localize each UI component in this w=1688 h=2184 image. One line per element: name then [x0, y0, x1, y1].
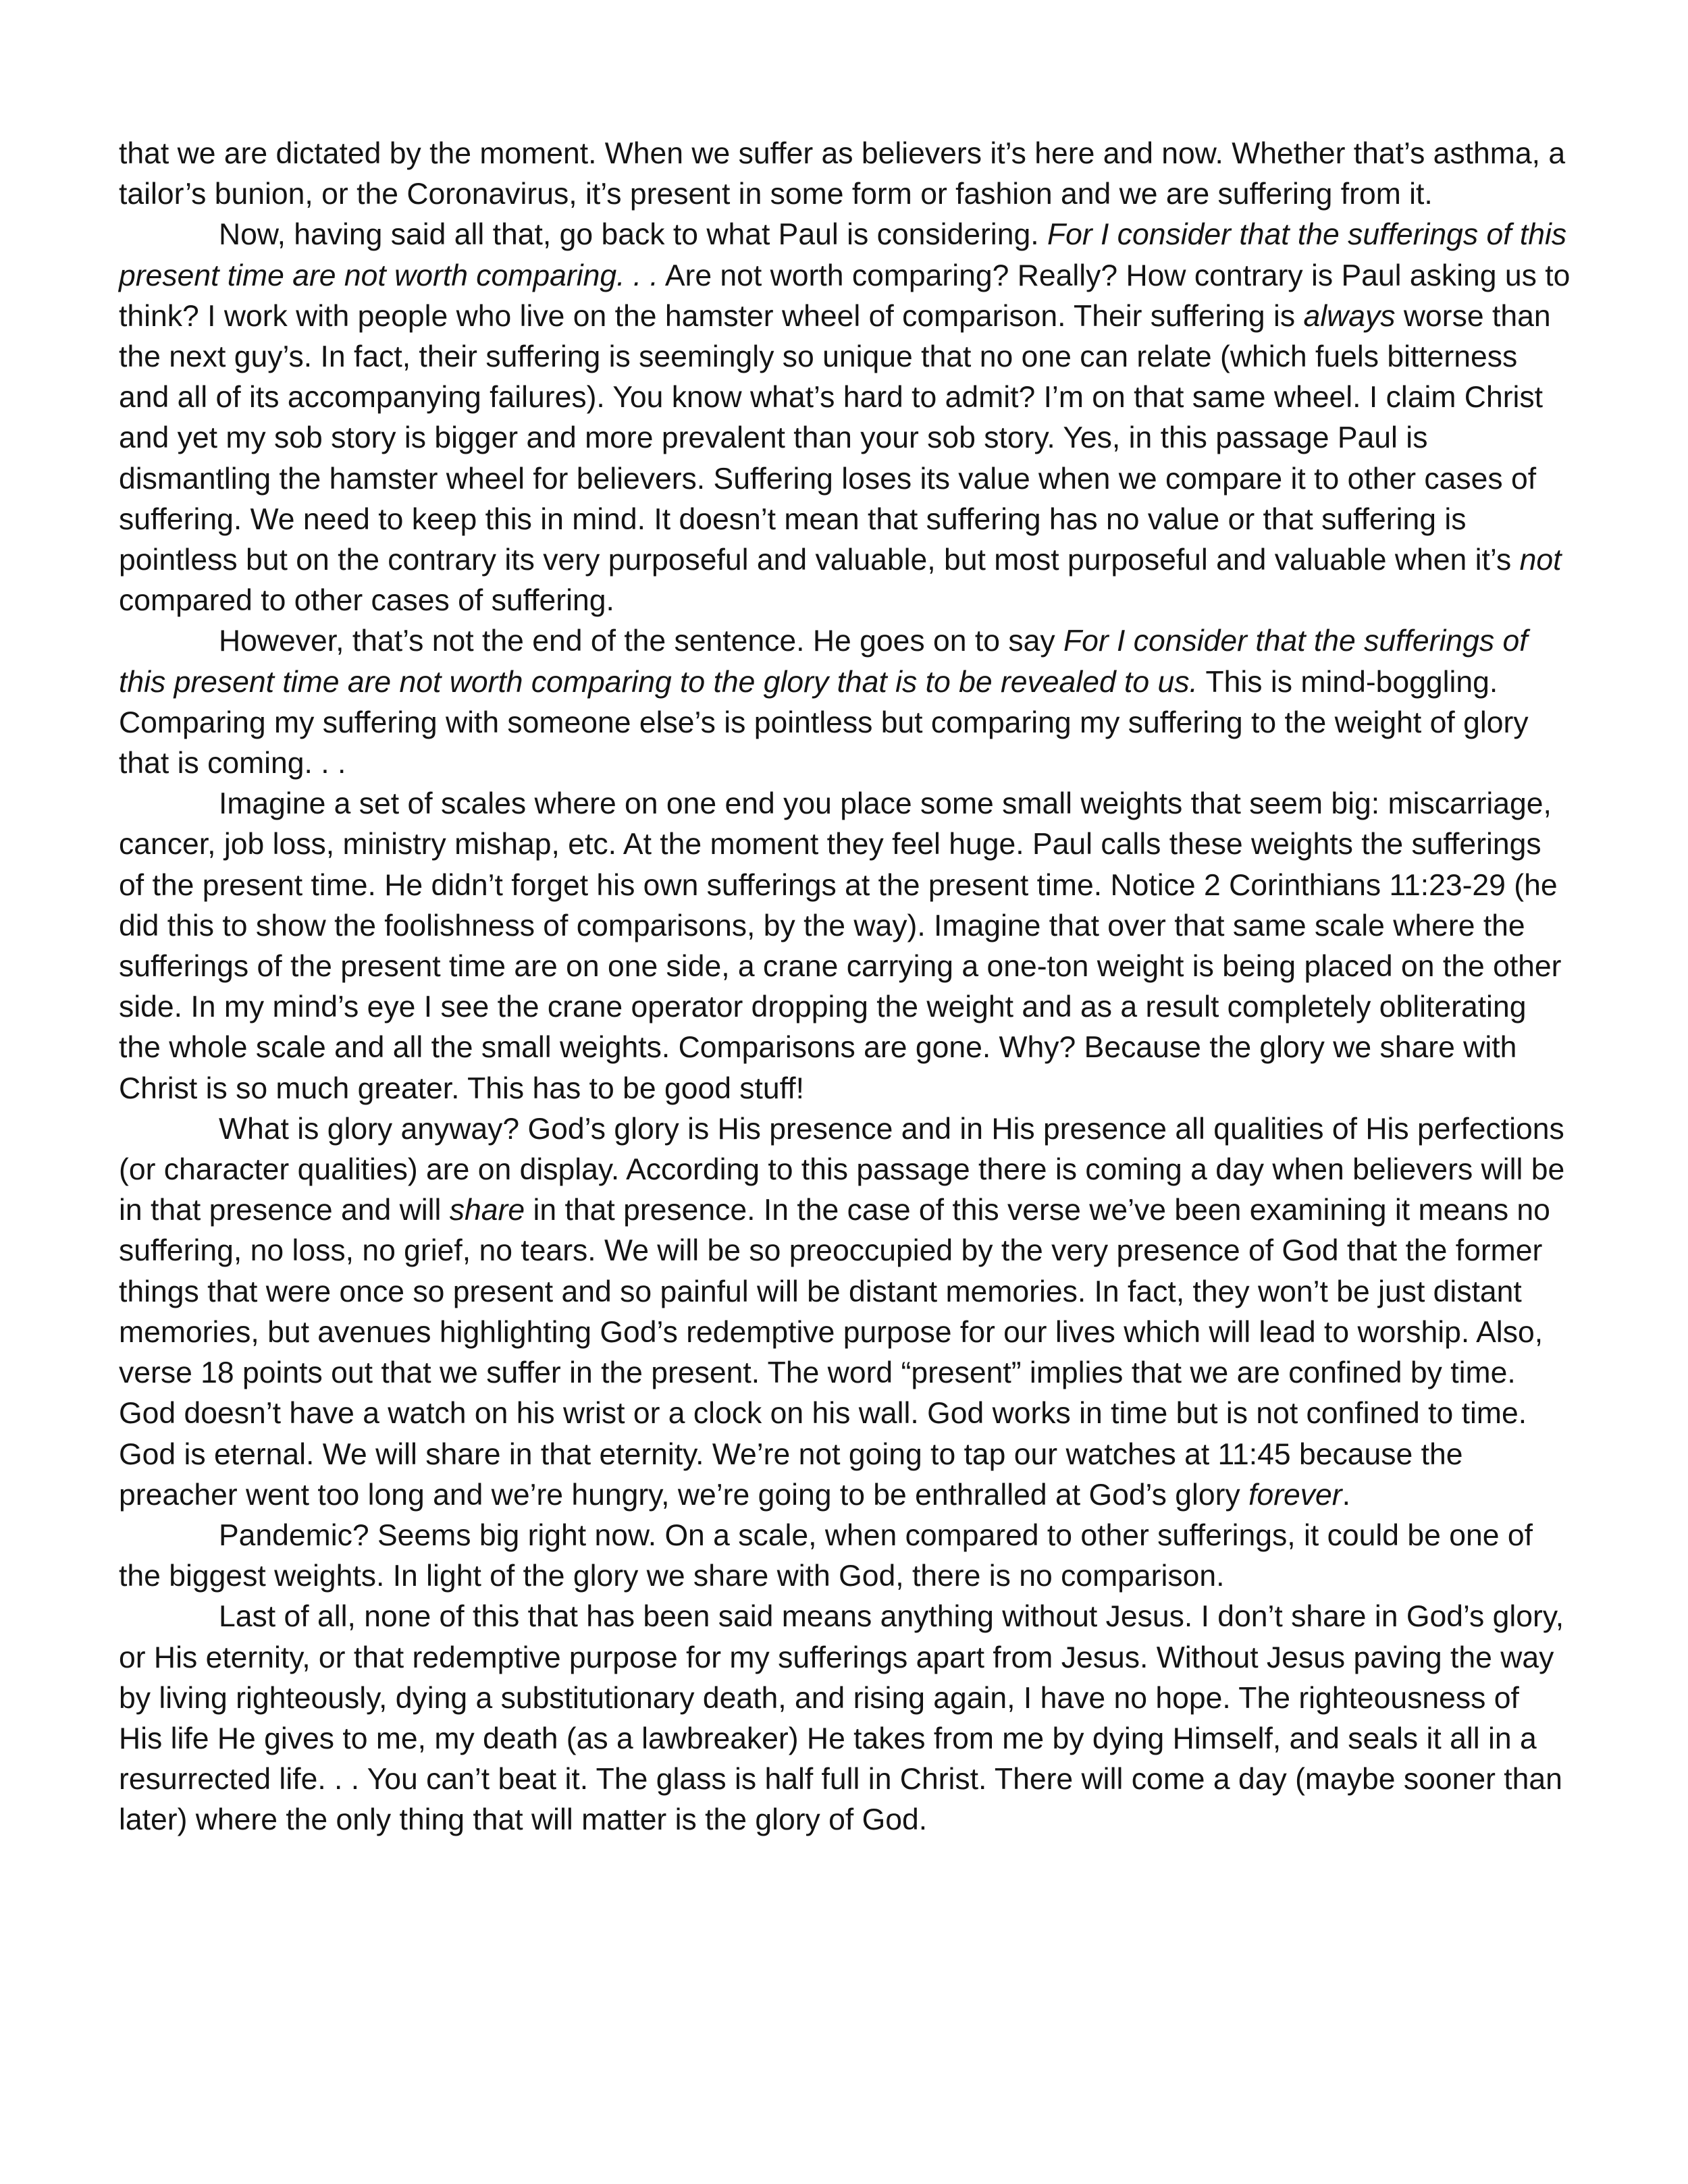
paragraph-5: [119, 1109, 1571, 1516]
paragraph-6: [119, 1516, 1571, 1597]
paragraph-2: [119, 215, 1571, 621]
paragraph-text: Imagine a set of scales where on one end you place some small weights that seem big: miscarriage, cancer, job loss, ministry mishap, etc. At the moment they feel huge. Paul calls these weights the sufferings of the present time. He didn’t forget his own sufferings at the present time. Notice 2 Corinthians 11:23-29 (he did this to show the foolishness of comparisons, by the way). Imagine that over that same scale where the sufferings of the present time are on one side, a crane carrying a one-ton weight is being placed on the other side. In my mind’s eye I see the crane operator dropping the weight and as a result completely obliterating the whole scale and all the small weights. Comparisons are gone. Why? Because the glory we share with Christ is so much greater. This has to be good stuff!: [119, 787, 1562, 1105]
italic-emphasis: share: [449, 1194, 525, 1227]
document-page: [119, 134, 1571, 1841]
paragraph-7: [119, 1597, 1571, 1840]
paragraph-text: What is glory anyway? God’s glory is His presence and in His presence all qualities of His perfections (or character qualities) are on display. According to this passage there is coming a day when believers will be in that presence and will: [119, 1112, 1565, 1227]
paragraph-text: However, that’s not the end of the sentence. He goes on to say: [219, 624, 1063, 658]
paragraph-3: [119, 621, 1571, 784]
italic-emphasis: forever: [1248, 1478, 1342, 1512]
paragraph-text: compared to other cases of suffering.: [119, 584, 614, 618]
paragraph-4: [119, 784, 1571, 1109]
paragraph-text: Last of all, none of this that has been said means anything without Jesus. I don’t share in God’s glory, or His eternity, or that redemptive purpose for my sufferings apart from Jesus. Without Jesus paving the way by living righteously, dying a substitutionary death, and rising again, I have no hope. The righteousness of His life He gives to me, my death (as a lawbreaker) He takes from me by dying Himself, and seals it all in a resurrected life. . . You can’t beat it. The glass is half full in Christ. There will come a day (maybe sooner than later) where the only thing that will matter is the glory of God.: [119, 1600, 1564, 1837]
paragraph-1: [119, 134, 1571, 215]
paragraph-text: This is mind-boggling. Comparing my suffering with someone else’s is pointless but comparing my suffering to the weight of glory that is coming. . .: [119, 665, 1529, 780]
paragraph-text: Now, having said all that, go back to what Paul is considering.: [219, 218, 1047, 252]
paragraph-text: .: [1342, 1478, 1350, 1512]
paragraph-text: that we are dictated by the moment. When we suffer as believers it’s here and now. Whether that’s asthma, a tailor’s bunion, or the Coronavirus, it’s present in some form or fashion and we are suffering from it.: [119, 137, 1566, 211]
paragraph-text: worse than the next guy’s. In fact, their suffering is seemingly so unique that no one can relate (which fuels bitterness and all of its accompanying failures). You know what’s hard to admit? I’m on that same wheel. I claim Christ and yet my sob story is bigger and more prevalent than your sob story. Yes, in this passage Paul is dismantling the hamster wheel for believers. Suffering loses its value when we compare it to other cases of suffering. We need to keep this in mind. It doesn’t mean that suffering has no value or that suffering is pointless but on the contrary its very purposeful and valuable, but most purposeful and valuable when it’s: [119, 299, 1551, 577]
paragraph-text: Are not worth comparing? Really? How contrary is Paul asking us to think? I work with people who live on the hamster wheel of comparison. Their suffering is: [119, 259, 1571, 333]
paragraph-text: in that presence. In the case of this verse we’ve been examining it means no suffering, no loss, no grief, no tears. We will be so preoccupied by the very presence of God that the former things that were once so present and so painful will be distant memories. In fact, they won’t be just distant memories, but avenues highlighting God’s redemptive purpose for our lives which will lead to worship. Also, verse 18 points out that we suffer in the present. The word “present” implies that we are confined by time. God doesn’t have a watch on his wrist or a clock on his wall. God works in time but is not confined to time. God is eternal. We will share in that eternity. We’re not going to tap our watches at 11:45 because the preacher went too long and we’re hungry, we’re going to be enthralled at God’s glory: [119, 1194, 1550, 1512]
italic-emphasis: not: [1519, 543, 1562, 577]
italic-quote: For I consider that the sufferings of this present time are not worth comparing. . .: [119, 218, 1567, 292]
italic-quote: For I consider that the sufferings of this present time are not worth comparing to the glory that is to be revealed to us.: [119, 624, 1528, 699]
paragraph-text: Pandemic? Seems big right now. On a scale, when compared to other sufferings, it could be one of the biggest weights. In light of the glory we share with God, there is no comparison.: [119, 1518, 1533, 1593]
italic-emphasis: always: [1303, 299, 1396, 333]
